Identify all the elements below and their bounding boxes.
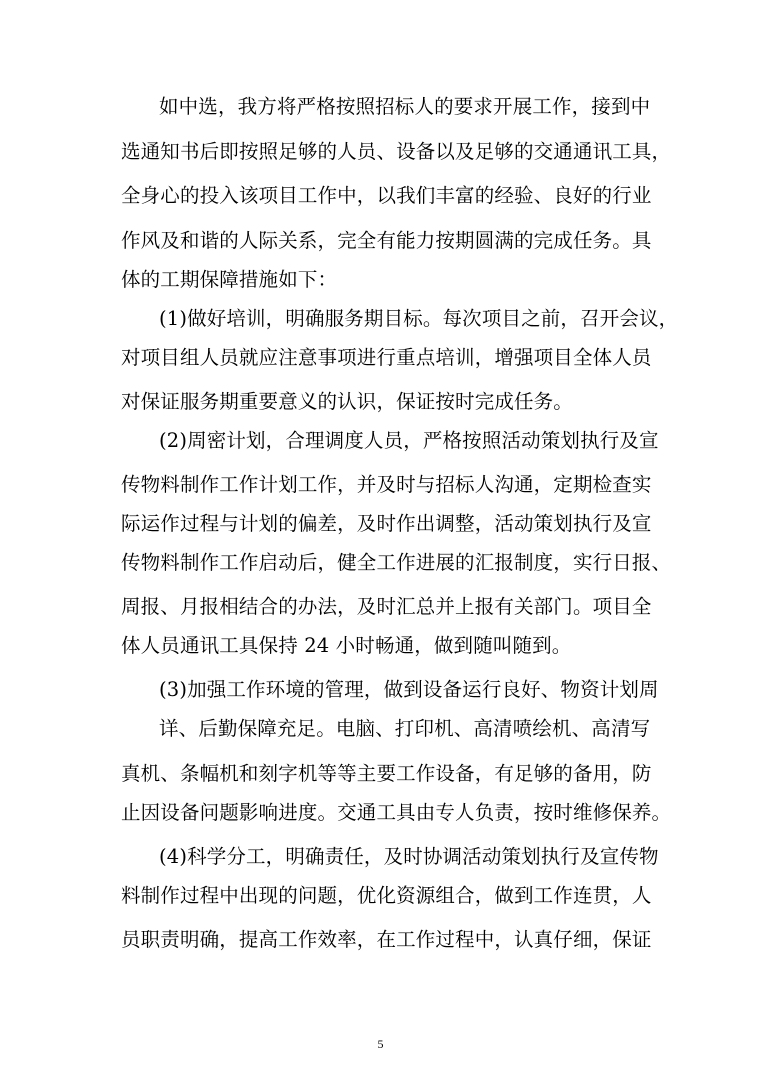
paragraph-4-line-3: 真机、条幅机和刻字机等等主要工作设备，有足够的备用，防	[121, 762, 652, 785]
paragraph-5-line-2: 料制作过程中出现的问题，优化资源组合，做到工作连贯，人	[121, 884, 652, 907]
paragraph-3-line-1: (2)周密计划，合理调度人员，严格按照活动策划执行及宣	[159, 429, 659, 452]
paragraph-4-line-4: 止因设备问题影响进度。交通工具由专人负责，按时维修保养。	[121, 801, 672, 824]
paragraph-3-line-3: 际运作过程与计划的偏差，及时作出调整，活动策划执行及宣	[121, 512, 652, 535]
paragraph-2-line-1: (1)做好培训，明确服务期目标。每次项目之前，召开会议，	[159, 307, 679, 330]
paragraph-1-line-5: 体的工期保障措施如下：	[121, 268, 338, 291]
paragraph-1-line-4: 作风及和谐的人际关系，完全有能力按期圆满的完成任务。具	[121, 229, 652, 252]
page-number: 5	[377, 1037, 384, 1051]
paragraph-4-line-2: 详、后勤保障充足。电脑、打印机、高清喷绘机、高清写	[159, 717, 651, 740]
paragraph-1-line-1: 如中选，我方将严格按照招标人的要求开展工作，接到中	[159, 95, 651, 118]
paragraph-5-line-3: 员职责明确，提高工作效率，在工作过程中，认真仔细，保证	[121, 928, 652, 951]
paragraph-3-line-6: 体人员通讯工具保持 24 小时畅通，做到随叫随到。	[121, 634, 572, 657]
paragraph-3-line-2: 传物料制作工作计划工作，并及时与招标人沟通，定期检查实	[121, 473, 652, 496]
paragraph-2-line-2: 对项目组人员就应注意事项进行重点培训，增强项目全体人员	[121, 346, 652, 369]
paragraph-4-line-1: (3)加强工作环境的管理，做到设备运行良好、物资计划周	[159, 678, 659, 701]
paragraph-3-line-5: 周报、月报相结合的办法，及时汇总并上报有关部门。项目全	[121, 595, 652, 618]
paragraph-1-line-3: 全身心的投入该项目工作中，以我们丰富的经验、良好的行业	[121, 184, 652, 207]
paragraph-5-line-1: (4)科学分工，明确责任，及时协调活动策划执行及宣传物	[159, 845, 659, 868]
paragraph-1-line-2: 选通知书后即按照足够的人员、设备以及足够的交通通讯工具，	[121, 140, 672, 163]
paragraph-2-line-3: 对保证服务期重要意义的认识，保证按时完成任务。	[121, 390, 573, 413]
paragraph-3-line-4: 传物料制作工作启动后，健全工作进展的汇报制度，实行日报、	[121, 551, 672, 574]
